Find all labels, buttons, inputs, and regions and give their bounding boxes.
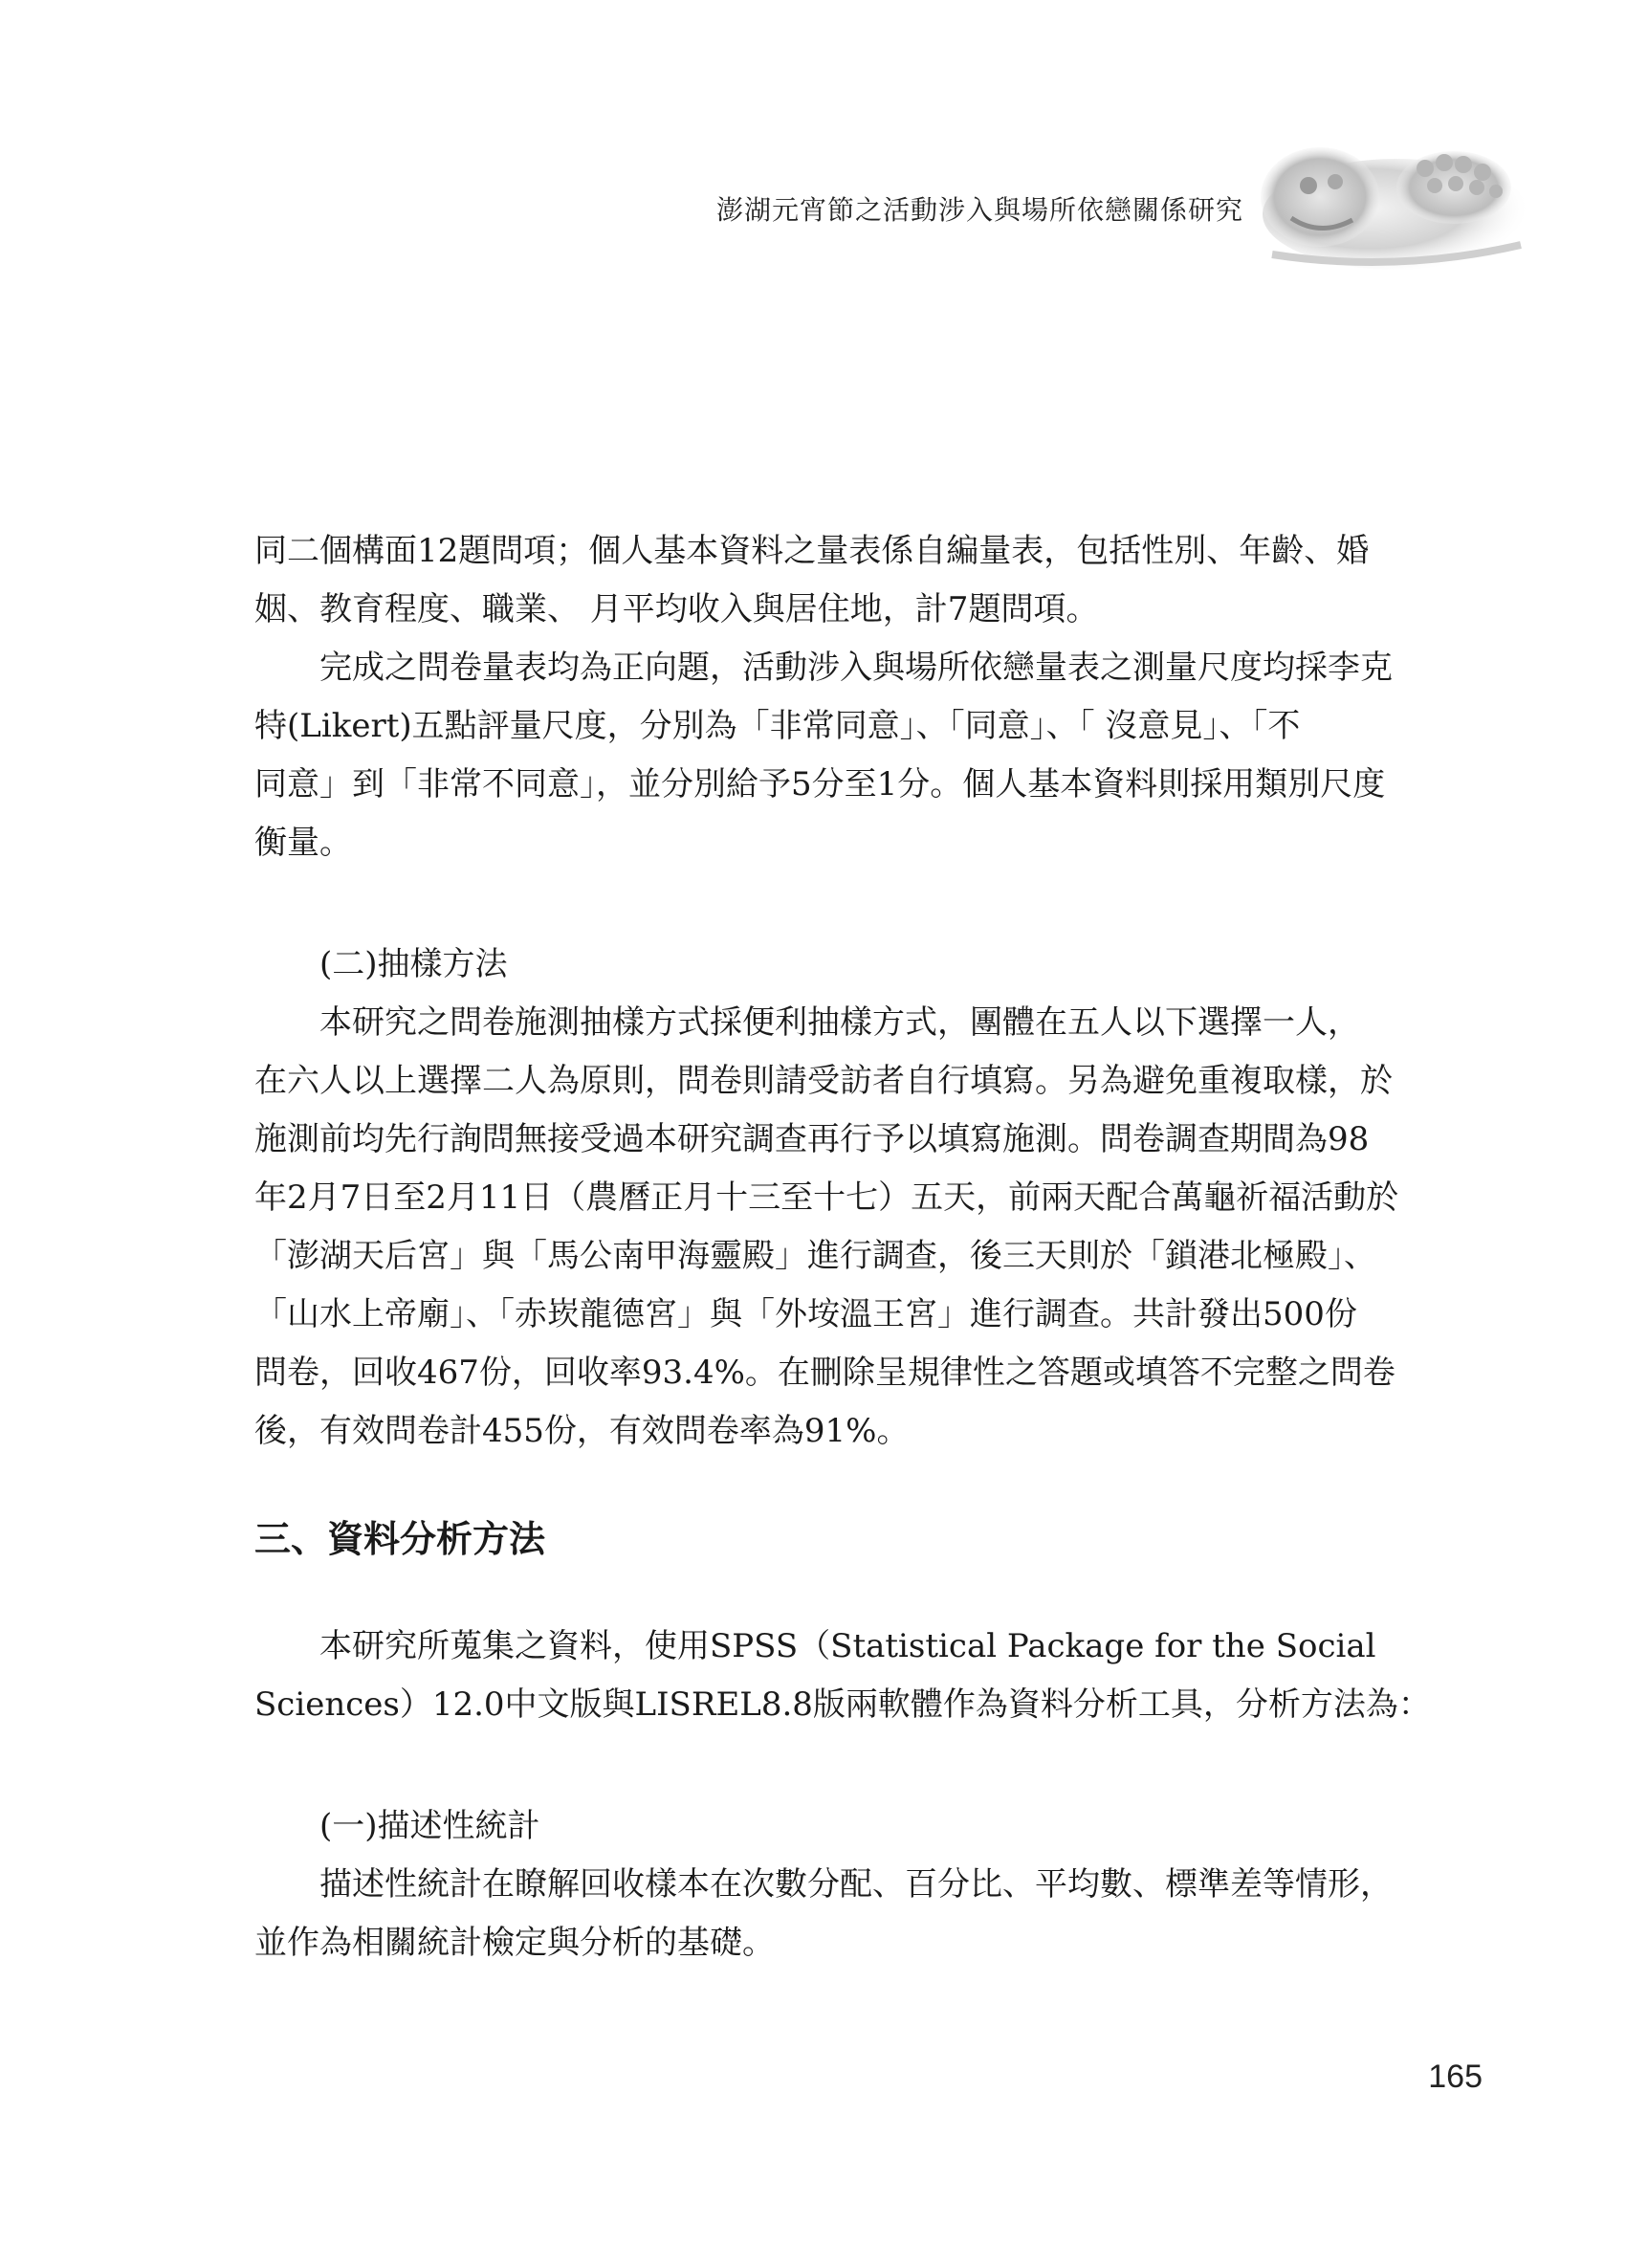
text-line: 完成之問卷量表均為正向題，活動涉入與場所依戀量表之測量尺度均採李克 [319, 649, 1393, 687]
text-line: 問卷，回收467份，回收率93.4%。在刪除呈規律性之答題或填答不完整之問卷 [254, 1354, 1395, 1392]
subheading-sampling-method: (二)抽樣方法 [319, 945, 508, 983]
text-line: 特(Likert)五點評量尺度，分別為「非常同意」、「同意」、「 沒意見」、「不 [254, 707, 1301, 745]
paragraph-analysis-tools [254, 1618, 1431, 1734]
text-line: 描述性統計在瞭解回收樣本在次數分配、百分比、平均數、標準差等情形， [319, 1865, 1393, 1904]
paragraph-scale-items [254, 522, 1370, 639]
text-line: 「澎湖天后宮」與「馬公南甲海靈殿」進行調查，後三天則於「鎖港北極殿」、 [254, 1237, 1376, 1275]
running-header-title: 澎湖元宵節之活動涉入與場所依戀關係研究 [715, 194, 1243, 226]
text-line: 本研究之問卷施測抽樣方式採便利抽樣方式，團體在五人以下選擇一人， [319, 1003, 1360, 1042]
page-number: 165 [1428, 2059, 1483, 2095]
text-line: Sciences）12.0中文版與LISREL8.8版兩軟體作為資料分析工具，分析方法為： [254, 1685, 1431, 1724]
text-line: 年2月7日至2月11日（農曆正月十三至十七）五天，前兩天配合萬龜祈福活動於 [254, 1178, 1399, 1217]
stone-lion-icon [1253, 130, 1530, 274]
text-line: 同意」到「非常不同意」，並分別給予5分至1分。個人基本資料則採用類別尺度 [254, 765, 1386, 804]
paragraph-sampling [254, 994, 1399, 1461]
paragraph-descriptive [254, 1856, 1393, 1972]
text-line: 「山水上帝廟」、「赤崁龍德宮」與「外垵溫王宮」進行調查。共計發出500份 [254, 1295, 1357, 1333]
text-line: 衡量。 [254, 824, 352, 862]
text-line: 本研究所蒐集之資料，使用SPSS（Statistical Package for the Social [319, 1627, 1376, 1665]
text-line: 後，有效問卷計455份，有效問卷率為91%。 [254, 1412, 910, 1450]
text-line: 同二個構面12題問項；個人基本資料之量表係自編量表，包括性別、年齡、婚 [254, 532, 1370, 570]
page-body [254, 522, 1431, 1972]
subheading-descriptive-statistics: (一)描述性統計 [319, 1807, 540, 1845]
paragraph-likert-scale [254, 639, 1393, 872]
text-line: 在六人以上選擇二人為原則，問卷則請受訪者自行填寫。另為避免重複取樣，於 [254, 1062, 1393, 1100]
text-line: 施測前均先行詢問無接受過本研究調查再行予以填寫施測。問卷調查期間為98 [254, 1120, 1370, 1158]
section-heading-data-analysis: 三、資料分析方法 [254, 1518, 546, 1560]
text-line: 並作為相關統計檢定與分析的基礎。 [254, 1924, 775, 1962]
text-line: 姻、教育程度、職業、 月平均收入與居住地，計7題問項。 [254, 590, 1099, 628]
